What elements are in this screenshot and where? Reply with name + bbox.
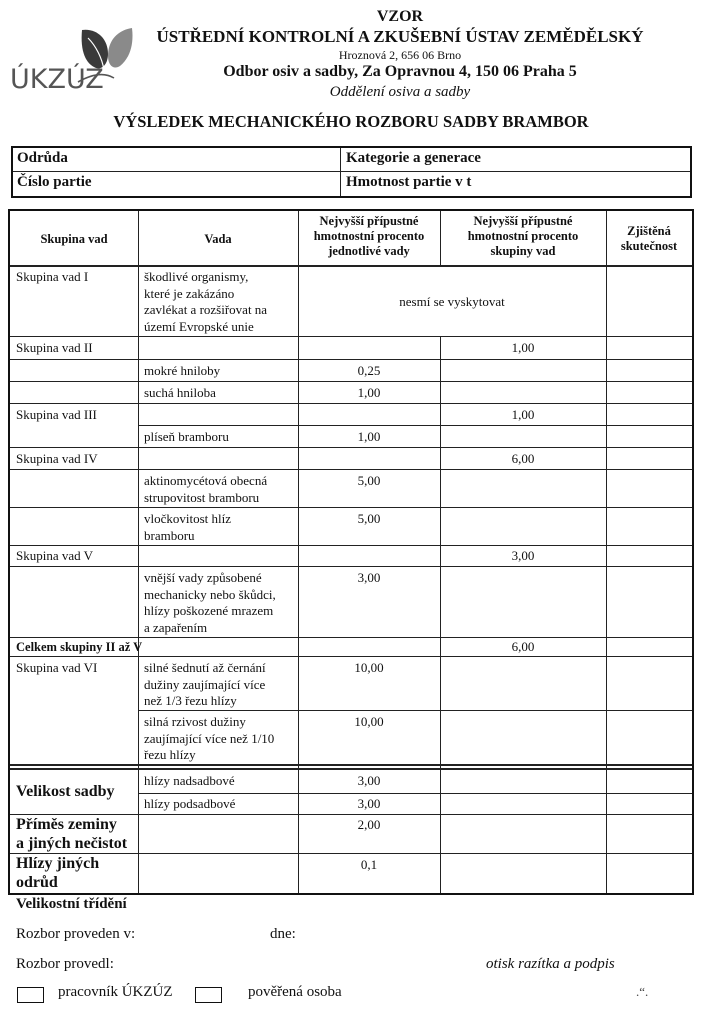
- defect-label: silná rzivost dužiny zaujímající více než 1/10 řezu hlízy: [144, 714, 275, 762]
- logo-text: ÚKZÚZ: [10, 64, 104, 95]
- defect-value: 10,00: [354, 714, 384, 729]
- defect-value: 3,00: [357, 570, 381, 585]
- defect-label: hlízy podsadbové: [144, 796, 236, 811]
- group-5-value: 3,00: [511, 548, 535, 563]
- group-1-note: nesmí se vyskytovat: [399, 294, 505, 309]
- soil-value: 2,00: [357, 817, 381, 832]
- defect-value: 5,00: [357, 473, 381, 488]
- header-actual: Zjištěná skutečnost: [620, 224, 678, 253]
- stamp-label: otisk razítka a podpis: [486, 956, 615, 972]
- analysis-place-label: Rozbor proveden v:: [16, 926, 136, 942]
- template-label: VZOR: [376, 8, 424, 25]
- variety-label: Odrůda: [17, 150, 68, 166]
- group-3-value: 1,00: [511, 407, 535, 422]
- group-6-label: Skupina vad VI: [16, 660, 98, 675]
- group-2-value: 1,00: [511, 340, 535, 355]
- defect-label: vnější vady způsobené mechanicky nebo škůdci, hlízy poškozené mrazem a zapařením: [144, 570, 276, 635]
- defect-value: 10,00: [354, 660, 384, 675]
- defect-value: 5,00: [357, 511, 381, 526]
- group-4-label: Skupina vad IV: [16, 451, 98, 466]
- institute-address: Hroznová 2, 656 06 Brno: [338, 48, 462, 62]
- size-sorting-label: Velikostní třídění: [16, 896, 127, 912]
- header-group: Skupina vad: [40, 232, 108, 246]
- lot-number-label: Číslo partie: [17, 174, 92, 190]
- group-1-label: Skupina vad I: [16, 269, 89, 284]
- defect-label: mokré hniloby: [144, 363, 221, 378]
- other-variety-value: 0,1: [360, 857, 378, 872]
- defect-label: hlízy nadsadbové: [144, 773, 235, 788]
- defect-value: 1,00: [357, 385, 381, 400]
- group-2-label: Skupina vad II: [16, 340, 93, 355]
- date-label: dne:: [270, 926, 296, 942]
- analysis-table: [8, 209, 694, 895]
- section-name: Oddělení osiva a sadby: [329, 84, 471, 100]
- mark: .“.: [636, 984, 649, 999]
- page-title: VÝSLEDEK MECHANICKÉHO ROZBORU SADBY BRAMBOR: [113, 112, 589, 131]
- analysis-by-label: Rozbor provedl:: [16, 956, 114, 972]
- defect-label: suchá hniloba: [144, 385, 216, 400]
- authorized-option-label: pověřená osoba: [248, 984, 342, 1000]
- total-label: Celkem skupiny II až V: [16, 640, 143, 654]
- defect-value: 3,00: [357, 796, 381, 811]
- defect-value: 3,00: [357, 773, 381, 788]
- department-name: Odbor osiv a sadby, Za Opravnou 4, 150 06 Praha 5: [223, 63, 577, 80]
- defect-label: silné šednutí až černání dužiny zaujímající více než 1/3 řezu hlízy: [144, 660, 266, 708]
- header-defect: Vada: [204, 232, 232, 246]
- soil-label: Příměs zeminy a jiných nečistot: [16, 816, 128, 852]
- defect-label: plíseň bramboru: [144, 429, 229, 444]
- group-1-defect: škodlivé organismy, které je zakázáno zavlékat a rozšiřovat na území Evropské unie: [144, 269, 268, 334]
- group-5-label: Skupina vad V: [16, 548, 94, 563]
- defect-label: aktinomycétová obecná strupovitost bramboru: [144, 473, 268, 505]
- authorized-checkbox[interactable]: [195, 987, 222, 1003]
- defect-label: vločkovitost hlíz bramboru: [144, 511, 232, 543]
- group-3-label: Skupina vad III: [16, 407, 97, 422]
- group-4-value: 6,00: [511, 451, 535, 466]
- lot-info-table: [11, 146, 692, 198]
- header-max-single: Nejvyšší přípustné hmotnostní procento jednotlivé vady: [313, 214, 425, 258]
- header-max-group: Nejvyšší přípustné hmotnostní procento skupiny vad: [467, 214, 579, 258]
- lot-weight-label: Hmotnost partie v t: [346, 174, 472, 190]
- defect-value: 0,25: [357, 363, 381, 378]
- category-label: Kategorie a generace: [346, 150, 481, 166]
- other-variety-label: Hlízy jiných odrůd: [16, 855, 100, 891]
- worker-checkbox[interactable]: [17, 987, 44, 1003]
- institute-name: ÚSTŘEDNÍ KONTROLNÍ A ZKUŠEBNÍ ÚSTAV ZEMĚDĚLSKÝ: [156, 27, 644, 46]
- defect-value: 1,00: [357, 429, 381, 444]
- total-value: 6,00: [511, 639, 535, 654]
- worker-option-label: pracovník ÚKZÚZ: [58, 984, 173, 1000]
- size-label: Velikost sadby: [16, 783, 115, 800]
